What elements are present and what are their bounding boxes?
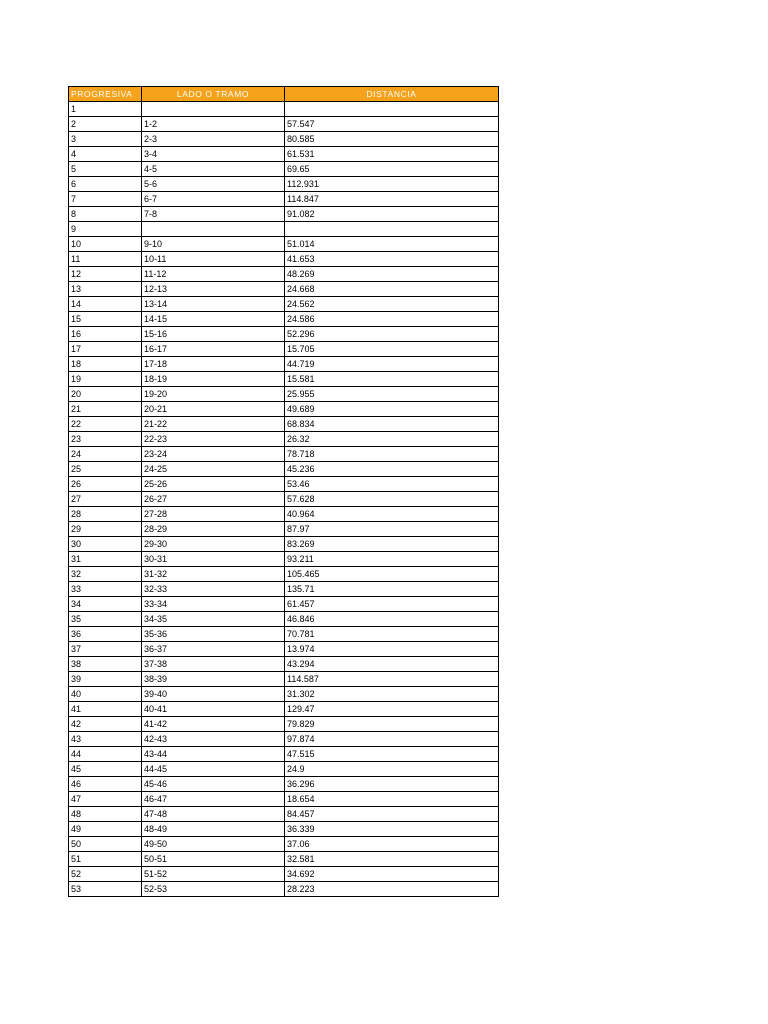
- cell-lado-o-tramo: 38-39: [142, 672, 285, 687]
- cell-distancia: 40.964: [285, 507, 499, 522]
- table-row: [69, 417, 499, 432]
- table-row: [69, 852, 499, 867]
- table-row: [69, 432, 499, 447]
- cell-distancia: 43.294: [285, 657, 499, 672]
- table-row: [69, 402, 499, 417]
- cell-progresiva: 50: [69, 837, 142, 852]
- table-row: [69, 447, 499, 462]
- cell-progresiva: 38: [69, 657, 142, 672]
- cell-distancia: 78.718: [285, 447, 499, 462]
- cell-progresiva: 34: [69, 597, 142, 612]
- cell-progresiva: 30: [69, 537, 142, 552]
- table-row: [69, 822, 499, 837]
- table-row: [69, 252, 499, 267]
- cell-progresiva: 51: [69, 852, 142, 867]
- cell-distancia: 31.302: [285, 687, 499, 702]
- cell-distancia: 26.32: [285, 432, 499, 447]
- cell-lado-o-tramo: 6-7: [142, 192, 285, 207]
- cell-distancia: 105.465: [285, 567, 499, 582]
- cell-distancia: [285, 102, 499, 117]
- cell-progresiva: 29: [69, 522, 142, 537]
- cell-progresiva: 26: [69, 477, 142, 492]
- cell-progresiva: 22: [69, 417, 142, 432]
- cell-lado-o-tramo: 29-30: [142, 537, 285, 552]
- cell-distancia: 49.689: [285, 402, 499, 417]
- cell-lado-o-tramo: 26-27: [142, 492, 285, 507]
- cell-lado-o-tramo: 25-26: [142, 477, 285, 492]
- cell-distancia: 13.974: [285, 642, 499, 657]
- cell-progresiva: 8: [69, 207, 142, 222]
- cell-lado-o-tramo: 3-4: [142, 147, 285, 162]
- cell-lado-o-tramo: 4-5: [142, 162, 285, 177]
- table-row: [69, 267, 499, 282]
- table-row: [69, 342, 499, 357]
- cell-progresiva: 28: [69, 507, 142, 522]
- cell-lado-o-tramo: 46-47: [142, 792, 285, 807]
- table-row: [69, 717, 499, 732]
- cell-lado-o-tramo: [142, 222, 285, 237]
- cell-lado-o-tramo: 36-37: [142, 642, 285, 657]
- cell-lado-o-tramo: 47-48: [142, 807, 285, 822]
- cell-progresiva: 23: [69, 432, 142, 447]
- cell-lado-o-tramo: 44-45: [142, 762, 285, 777]
- table-row: [69, 837, 499, 852]
- cell-distancia: 93.211: [285, 552, 499, 567]
- table-row: [69, 162, 499, 177]
- header-row: [69, 87, 499, 102]
- cell-distancia: 135.71: [285, 582, 499, 597]
- table-row: [69, 732, 499, 747]
- cell-distancia: 57.547: [285, 117, 499, 132]
- cell-distancia: 25.955: [285, 387, 499, 402]
- cell-progresiva: 35: [69, 612, 142, 627]
- cell-lado-o-tramo: 28-29: [142, 522, 285, 537]
- table-row: [69, 582, 499, 597]
- cell-progresiva: 20: [69, 387, 142, 402]
- cell-lado-o-tramo: 48-49: [142, 822, 285, 837]
- cell-progresiva: 14: [69, 297, 142, 312]
- cell-progresiva: 47: [69, 792, 142, 807]
- cell-lado-o-tramo: 24-25: [142, 462, 285, 477]
- cell-distancia: 114.587: [285, 672, 499, 687]
- cell-lado-o-tramo: 2-3: [142, 132, 285, 147]
- table-row: [69, 687, 499, 702]
- table-row: [69, 327, 499, 342]
- table-row: [69, 762, 499, 777]
- cell-distancia: 84.457: [285, 807, 499, 822]
- table-row: [69, 537, 499, 552]
- cell-distancia: 51.014: [285, 237, 499, 252]
- cell-lado-o-tramo: 16-17: [142, 342, 285, 357]
- cell-distancia: 24.562: [285, 297, 499, 312]
- table-row: [69, 222, 499, 237]
- cell-distancia: 83.269: [285, 537, 499, 552]
- cell-lado-o-tramo: 40-41: [142, 702, 285, 717]
- cell-lado-o-tramo: 22-23: [142, 432, 285, 447]
- cell-distancia: 47.515: [285, 747, 499, 762]
- cell-progresiva: 27: [69, 492, 142, 507]
- cell-distancia: 52.296: [285, 327, 499, 342]
- table-row: [69, 237, 499, 252]
- table-row: [69, 492, 499, 507]
- cell-progresiva: 11: [69, 252, 142, 267]
- cell-progresiva: 25: [69, 462, 142, 477]
- cell-progresiva: 36: [69, 627, 142, 642]
- cell-lado-o-tramo: 41-42: [142, 717, 285, 732]
- table-row: [69, 462, 499, 477]
- cell-progresiva: 1: [69, 102, 142, 117]
- table-row: [69, 672, 499, 687]
- cell-lado-o-tramo: 39-40: [142, 687, 285, 702]
- cell-progresiva: 40: [69, 687, 142, 702]
- cell-distancia: 24.668: [285, 282, 499, 297]
- table-row: [69, 597, 499, 612]
- cell-progresiva: 19: [69, 372, 142, 387]
- cell-distancia: 87.97: [285, 522, 499, 537]
- cell-distancia: 61.457: [285, 597, 499, 612]
- table-row: [69, 777, 499, 792]
- cell-progresiva: 5: [69, 162, 142, 177]
- cell-progresiva: 15: [69, 312, 142, 327]
- table-row: [69, 207, 499, 222]
- table-row: [69, 657, 499, 672]
- cell-distancia: 68.834: [285, 417, 499, 432]
- table-row: [69, 297, 499, 312]
- cell-lado-o-tramo: 37-38: [142, 657, 285, 672]
- cell-progresiva: 6: [69, 177, 142, 192]
- table-row: [69, 747, 499, 762]
- cell-lado-o-tramo: 20-21: [142, 402, 285, 417]
- cell-lado-o-tramo: [142, 102, 285, 117]
- cell-lado-o-tramo: 11-12: [142, 267, 285, 282]
- cell-lado-o-tramo: 10-11: [142, 252, 285, 267]
- table-row: [69, 702, 499, 717]
- cell-lado-o-tramo: 15-16: [142, 327, 285, 342]
- cell-lado-o-tramo: 33-34: [142, 597, 285, 612]
- cell-distancia: 15.581: [285, 372, 499, 387]
- cell-lado-o-tramo: 51-52: [142, 867, 285, 882]
- cell-distancia: 79.829: [285, 717, 499, 732]
- cell-distancia: 69.65: [285, 162, 499, 177]
- cell-distancia: 46.846: [285, 612, 499, 627]
- cell-lado-o-tramo: 31-32: [142, 567, 285, 582]
- cell-lado-o-tramo: 21-22: [142, 417, 285, 432]
- cell-distancia: 57.628: [285, 492, 499, 507]
- table-row: [69, 357, 499, 372]
- cell-progresiva: 31: [69, 552, 142, 567]
- cell-progresiva: 49: [69, 822, 142, 837]
- cell-progresiva: 42: [69, 717, 142, 732]
- cell-distancia: [285, 222, 499, 237]
- table-row: [69, 312, 499, 327]
- table-row: [69, 147, 499, 162]
- table-row: [69, 372, 499, 387]
- cell-progresiva: 46: [69, 777, 142, 792]
- cell-distancia: 70.781: [285, 627, 499, 642]
- table-row: [69, 177, 499, 192]
- cell-lado-o-tramo: 52-53: [142, 882, 285, 897]
- cell-lado-o-tramo: 34-35: [142, 612, 285, 627]
- cell-distancia: 41.653: [285, 252, 499, 267]
- cell-distancia: 61.531: [285, 147, 499, 162]
- cell-distancia: 36.296: [285, 777, 499, 792]
- cell-progresiva: 53: [69, 882, 142, 897]
- cell-distancia: 32.581: [285, 852, 499, 867]
- table-row: [69, 132, 499, 147]
- cell-distancia: 97.874: [285, 732, 499, 747]
- header-progresiva: PROGRESIVA: [69, 87, 142, 102]
- cell-progresiva: 16: [69, 327, 142, 342]
- cell-distancia: 15.705: [285, 342, 499, 357]
- cell-lado-o-tramo: 1-2: [142, 117, 285, 132]
- cell-distancia: 129.47: [285, 702, 499, 717]
- cell-progresiva: 24: [69, 447, 142, 462]
- cell-distancia: 34.692: [285, 867, 499, 882]
- cell-progresiva: 44: [69, 747, 142, 762]
- cell-progresiva: 9: [69, 222, 142, 237]
- table-row: [69, 642, 499, 657]
- cell-progresiva: 17: [69, 342, 142, 357]
- table-row: [69, 192, 499, 207]
- table-row: [69, 522, 499, 537]
- cell-progresiva: 45: [69, 762, 142, 777]
- cell-lado-o-tramo: 12-13: [142, 282, 285, 297]
- cell-progresiva: 33: [69, 582, 142, 597]
- cell-lado-o-tramo: 19-20: [142, 387, 285, 402]
- cell-lado-o-tramo: 9-10: [142, 237, 285, 252]
- cell-lado-o-tramo: 18-19: [142, 372, 285, 387]
- cell-distancia: 91.082: [285, 207, 499, 222]
- cell-progresiva: 3: [69, 132, 142, 147]
- table-row: [69, 387, 499, 402]
- cell-lado-o-tramo: 35-36: [142, 627, 285, 642]
- cell-lado-o-tramo: 5-6: [142, 177, 285, 192]
- cell-lado-o-tramo: 45-46: [142, 777, 285, 792]
- cell-lado-o-tramo: 30-31: [142, 552, 285, 567]
- cell-distancia: 28.223: [285, 882, 499, 897]
- cell-lado-o-tramo: 43-44: [142, 747, 285, 762]
- table-row: [69, 102, 499, 117]
- distance-table: [68, 86, 499, 897]
- cell-progresiva: 13: [69, 282, 142, 297]
- cell-progresiva: 18: [69, 357, 142, 372]
- table-row: [69, 507, 499, 522]
- cell-lado-o-tramo: 42-43: [142, 732, 285, 747]
- cell-progresiva: 2: [69, 117, 142, 132]
- cell-progresiva: 43: [69, 732, 142, 747]
- cell-distancia: 80.585: [285, 132, 499, 147]
- cell-distancia: 114.847: [285, 192, 499, 207]
- table-row: [69, 807, 499, 822]
- cell-distancia: 24.9: [285, 762, 499, 777]
- table-row: [69, 117, 499, 132]
- cell-lado-o-tramo: 13-14: [142, 297, 285, 312]
- cell-distancia: 45.236: [285, 462, 499, 477]
- cell-lado-o-tramo: 17-18: [142, 357, 285, 372]
- cell-progresiva: 10: [69, 237, 142, 252]
- table-row: [69, 627, 499, 642]
- cell-distancia: 44.719: [285, 357, 499, 372]
- cell-lado-o-tramo: 7-8: [142, 207, 285, 222]
- cell-lado-o-tramo: 14-15: [142, 312, 285, 327]
- cell-progresiva: 39: [69, 672, 142, 687]
- cell-lado-o-tramo: 32-33: [142, 582, 285, 597]
- cell-progresiva: 32: [69, 567, 142, 582]
- table-row: [69, 282, 499, 297]
- table-row: [69, 792, 499, 807]
- cell-distancia: 48.269: [285, 267, 499, 282]
- cell-distancia: 18.654: [285, 792, 499, 807]
- table-row: [69, 552, 499, 567]
- cell-progresiva: 4: [69, 147, 142, 162]
- header-distancia: DISTANCIA: [285, 87, 499, 102]
- cell-distancia: 37.06: [285, 837, 499, 852]
- cell-progresiva: 41: [69, 702, 142, 717]
- cell-lado-o-tramo: 49-50: [142, 837, 285, 852]
- cell-lado-o-tramo: 50-51: [142, 852, 285, 867]
- cell-distancia: 24.586: [285, 312, 499, 327]
- cell-progresiva: 48: [69, 807, 142, 822]
- table-row: [69, 867, 499, 882]
- cell-progresiva: 12: [69, 267, 142, 282]
- table-row: [69, 612, 499, 627]
- cell-progresiva: 37: [69, 642, 142, 657]
- cell-lado-o-tramo: 27-28: [142, 507, 285, 522]
- cell-progresiva: 21: [69, 402, 142, 417]
- cell-lado-o-tramo: 23-24: [142, 447, 285, 462]
- cell-distancia: 36.339: [285, 822, 499, 837]
- cell-progresiva: 7: [69, 192, 142, 207]
- cell-distancia: 53.46: [285, 477, 499, 492]
- header-lado-o-tramo: LADO O TRAMO: [142, 87, 285, 102]
- table-row: [69, 477, 499, 492]
- cell-distancia: 112.931: [285, 177, 499, 192]
- table-body: [69, 102, 499, 897]
- table-row: [69, 567, 499, 582]
- cell-progresiva: 52: [69, 867, 142, 882]
- table-row: [69, 882, 499, 897]
